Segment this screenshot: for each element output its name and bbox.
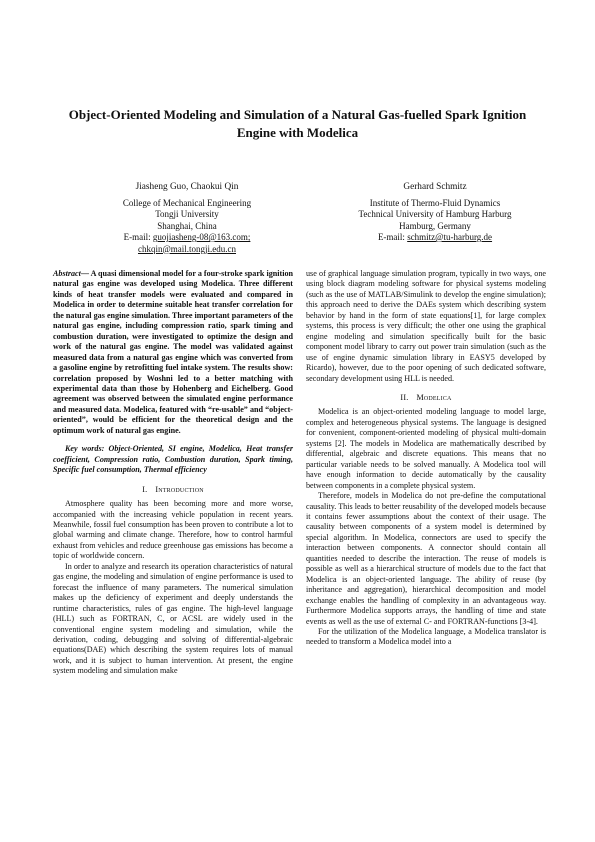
author-names: Gerhard Schmitz (403, 182, 467, 192)
abstract (53, 269, 293, 436)
paragraph: Therefore, models in Modelica do not pre-define the computational causality. This leads to better reusability of the developed models because it contains fewer assumptions about the context of their usage. The causality between components of a system model is determined by special algorithm. In Modelica, connectors are used to specify the interaction between components. A connector should contain all quantities needed to describe the interaction. The reuse of models is possible as well as a hierarchical structure of models due to the fact that Modelica is an object-oriented language. The ability of reuse (by inheritance and aggregation), hierarchical decomposition and model exchange enables the handling of complexity in an advantageous way. Furthermore Modelica supports arrays, the handling of time and state events as well as the use of external C- and FORTRAN-functions [3-4]. (306, 491, 546, 626)
author-institution: Technical University of Hamburg Harburg (358, 209, 512, 219)
author-block-left (82, 182, 292, 255)
left-column (53, 269, 293, 677)
section-title: Introduction (155, 484, 204, 494)
author-names: Jiasheng Guo, Chaokui Qin (135, 182, 239, 192)
author-affiliation: Institute of Thermo-Fluid Dynamics (369, 197, 501, 208)
email-link[interactable]: guojiasheng-08@163.com; (152, 232, 251, 242)
section-heading-modelica (306, 393, 546, 403)
paragraph: In order to analyze and research its operation characteristics of natural gas engine, the modeling and simulation of engine performance is used to forecast the influence of many parameters. The numerical simulation makes up the deficiency of experiment and deeply understands the runtime characteristics, rules of gas engine. The high-level language (HLL) such as FORTRAN, C, or ACSL are widely used in the conventional engine system modeling and simulation, while the derivation, coding, debugging and solving of differential-algebraic equations(DAE) which describing the system requires lots of manual work, and it is subject to human intervention. At present, the engine system modeling and simulation make (53, 561, 293, 676)
author-affiliation: College of Mechanical Engineering (122, 197, 252, 208)
paper-title: Object-Oriented Modeling and Simulation of a Natural Gas-fuelled Spark Ignition Engine with Modelica (68, 107, 527, 140)
abstract-label: Abstract (53, 269, 81, 278)
email-prefix: E-mail: (377, 232, 408, 242)
section-number: II. (400, 392, 409, 402)
author-block-right (330, 182, 540, 244)
right-column (306, 269, 546, 648)
paragraph: Modelica is an object-oriented modeling language to model large, complex and heterogeneous physical systems. The language is designed for convenient, component-oriented modeling of physical multi-domain systems [2]. The models in Modelica are mathematically described by differential, algebraic and discrete equations. This means that no particular variable needs to be solved manually. A Modelica tool will have enough information to decide automatically by the causality between components in a complete physical system. (306, 407, 546, 490)
author-location: Shanghai, China (157, 220, 217, 231)
section-heading-introduction (53, 485, 293, 495)
author-email-line (82, 232, 292, 244)
abstract-dash: — (80, 269, 91, 278)
paragraph-continued: use of graphical language simulation program, typically in two ways, one using block diagram modeling software for physical systems modeling (such as the use of MATLAB/Simulink to develop the engine simulation); this approach need to derive the DAEs system which describing system behavior by hand in the form of state equations[1], for large complex systems, this process is very difficult; the other one using the graphical engine modeling and simulation specifically built for the basic component model library to carry out power train simulation (such as the use of engine dynamic simulation library in EASY5 developed by Ricardo), however, due to the poor opening of such dedicated software, secondary development using HLL is needed. (306, 269, 546, 383)
paragraph: For the utilization of the Modelica language, a Modelica translator is needed to transform a Modelica model into a (306, 626, 546, 647)
paragraph: Atmosphere quality has been becoming more and more worse, accompanied with the increasing vehicle population in recent years. Meanwhile, fossil fuel consumption has been proven to contribute a lot to global warming and climate change. Therefore, how to control harmful exhaust from vehicles and reduce greenhouse gas emissions has become a topic of worldwide concern. (53, 499, 293, 561)
section-number: I. (142, 484, 148, 494)
email-prefix: E-mail: (123, 232, 153, 242)
section-title: Modelica (416, 392, 452, 402)
author-institution: Tongji University (155, 209, 219, 219)
keywords: Key words: Object-Oriented, SI engine, Modelica, Heat transfer coefficient, Compression ratio, Combustion duration, Spark timing, Specific fuel consumption, Thermal efficiency (53, 444, 293, 475)
author-email-line (330, 232, 540, 244)
author-location: Hamburg, Germany (399, 220, 471, 231)
email-link[interactable]: schmitz@tu-harburg.de (407, 232, 493, 242)
abstract-text: A quasi dimensional model for a four-stroke spark ignition natural gas engine was developed using Modelica. Three different kinds of heat transfer models were evaluated and compared in Modelica in order to determine suitable heat transfer correlation for the natural gas engine simulation. Three important parameters of the natural gas engine, including compression ratio, spark timing and combustion duration, were investigated to optimize the design and work of the natural gas engine. The model was validated against measured data from a natural gas engine which was converted from a gasoline engine by retrofitting fuel intake system. The results show: correlation proposed by Woshni led to a better matching with experimental data than those by Hohenberg and Eichelberg. Good agreement was observed between the simulated engine performance and measured data. Modelica, featured with “re-usable” and “object-oriented”, would be efficient for the theoretical design and the optimum work of natural gas engine. (53, 269, 293, 435)
email-link-secondary[interactable]: chkqin@mail.tongji.edu.cn (137, 243, 237, 254)
